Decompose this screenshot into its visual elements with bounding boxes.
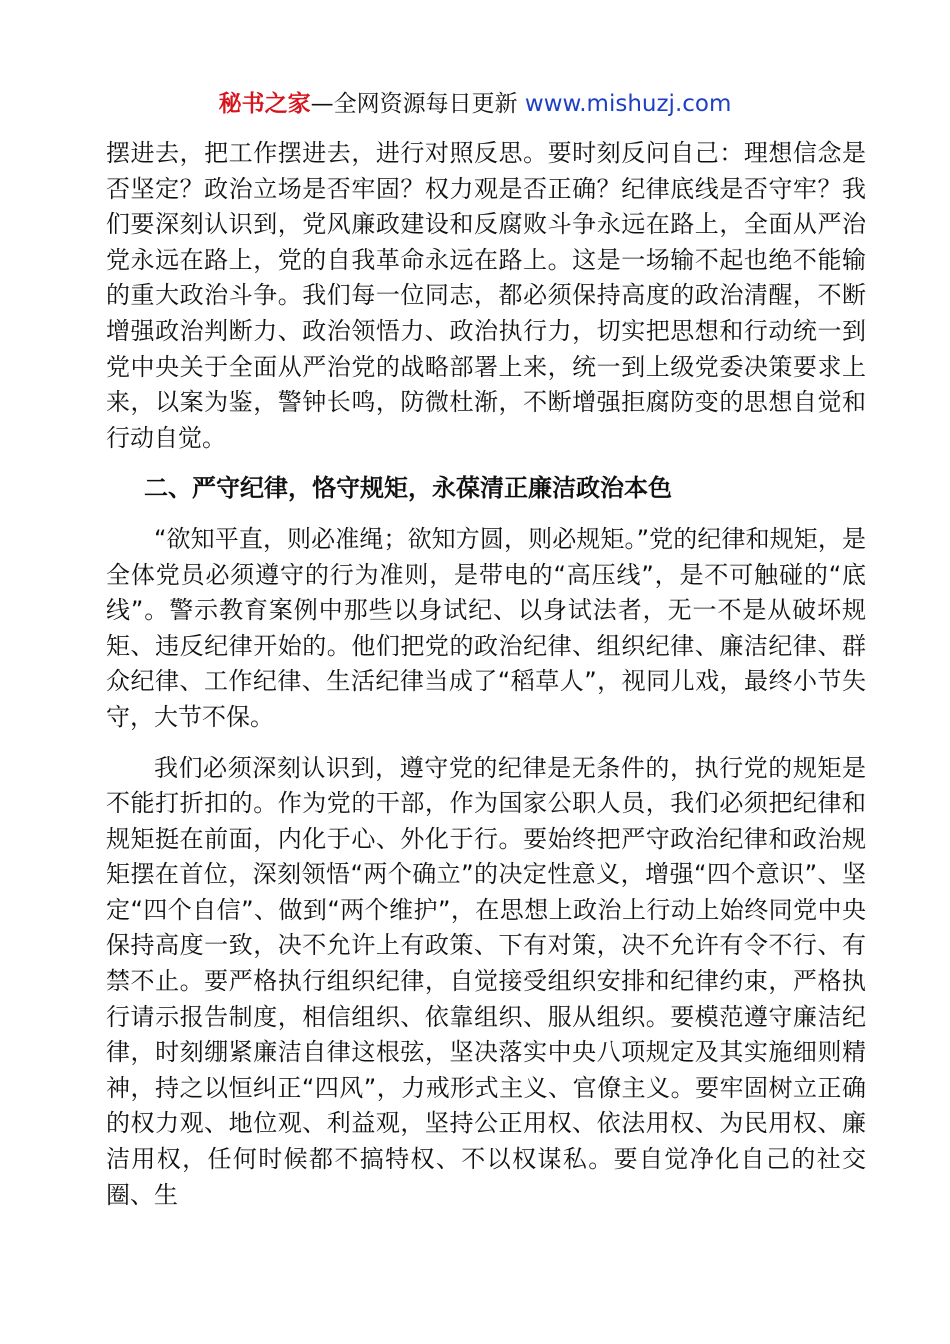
header-url-link[interactable]: www.mishuzj.com bbox=[524, 91, 732, 117]
paragraph-continuation: 摆进去，把工作摆进去，进行对照反思。要时刻反问自己：理想信念是否坚定？政治立场是否牢固？权力观是否正确？纪律底线是否守牢？我们要深刻认识到，党风廉政建设和反腐败斗争永远在路上，全面从严治党永远在路上，党的自我革命永远在路上。这是一场输不起也绝不能输的重大政治斗争。我们每一位同志，都必须保持高度的政治清醒，不断增强政治判断力、政治领悟力、政治执行力，切实把思想和行动统一到党中央关于全面从严治党的战略部署上来，统一到上级党委决策要求上来，以案为鉴，警钟长鸣，防微杜渐，不断增强拒腐防变的思想自觉和行动自觉。 bbox=[106, 139, 866, 452]
paragraph: “欲知平直，则必准绳；欲知方圆，则必规矩。”党的纪律和规矩，是全体党员必须遵守的行为准则，是带电的“高压线”，是不可触碰的“底线”。警示教育案例中那些以身试纪、以身试法者，无一不是从破坏规矩、违反纪律开始的。他们把党的政治纪律、组织纪律、廉洁纪律、群众纪律、工作纪律、生活纪律当成了“稻草人”，视同儿戏，最终小节失守，大节不保。 bbox=[106, 524, 866, 731]
paragraph: 我们必须深刻认识到，遵守党的纪律是无条件的，执行党的规矩是不能打折扣的。作为党的干部，作为国家公职人员，我们必须把纪律和规矩挺在前面，内化于心、外化于行。要始终把严守政治纪律和政治规矩摆在首位，深刻领悟“两个确立”的决定性意义，增强“四个意识”、坚定“四个自信”、做到“两个维护”，在思想上政治上行动上始终同党中央保持高度一致，决不允许上有政策、下有对策，决不允许有令不行、有禁不止。要严格执行组织纪律，自觉接受组织安排和纪律约束，严格执行请示报告制度，相信组织、依靠组织、服从组织。要模范遵守廉洁纪律，时刻绷紧廉洁自律这根弦，坚决落实中央八项规定及其实施细则精神，持之以恒纠正“四风”，力戒形式主义、官僚主义。要牢固树立正确的权力观、地位观、利益观，坚持公正用权、依法用权、为民用权、廉洁用权，任何时候都不搞特权、不以权谋私。要自觉净化自己的社交圈、生 bbox=[106, 753, 866, 1209]
section-heading: 二、严守纪律，恪守规矩，永葆清正廉洁政治本色 bbox=[144, 474, 672, 503]
header-tagline: —全网资源每日更新 bbox=[310, 91, 525, 117]
page-header bbox=[0, 86, 950, 122]
document-body bbox=[106, 136, 866, 1213]
header-brand: 秘书之家 bbox=[218, 91, 311, 117]
